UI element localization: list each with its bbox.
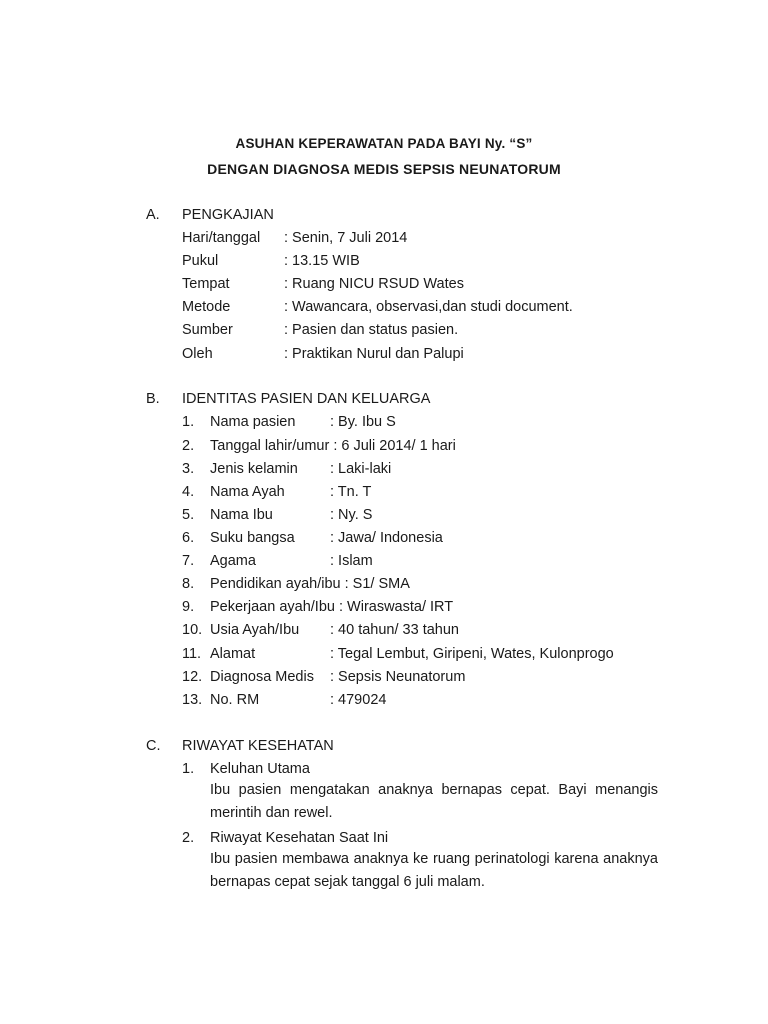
identity-item-number: 2. bbox=[182, 438, 195, 454]
assessment-label: Sumber bbox=[182, 322, 233, 338]
identity-item-value: : 40 tahun/ 33 tahun bbox=[330, 622, 459, 638]
history-item-label: Riwayat Kesehatan Saat Ini bbox=[210, 830, 389, 846]
section-c-letter: C. bbox=[146, 738, 161, 754]
identity-item-label: Agama bbox=[210, 553, 256, 569]
identity-item-number: 8. bbox=[182, 576, 195, 592]
identity-item-label: Tanggal lahir/umur : 6 Juli 2014/ 1 hari bbox=[210, 438, 456, 454]
history-item-text: Ibu pasien mengatakan anaknya bernapas cepat. Bayi menangis merintih dan rewel. bbox=[210, 782, 658, 821]
identity-item-value: : Sepsis Neunatorum bbox=[330, 669, 466, 685]
assessment-value: : Wawancara, observasi,dan studi document. bbox=[284, 299, 573, 315]
section-b-title: IDENTITAS PASIEN DAN KELUARGA bbox=[182, 391, 431, 407]
identity-item-number: 11. bbox=[182, 646, 202, 662]
assessment-label: Pukul bbox=[182, 253, 219, 269]
section-c-title: RIWAYAT KESEHATAN bbox=[182, 738, 334, 754]
identity-item-number: 12. bbox=[182, 669, 203, 685]
identity-item-label: Suku bangsa bbox=[210, 530, 295, 546]
assessment-value: : 13.15 WIB bbox=[284, 253, 360, 269]
identity-item-value: : Laki-laki bbox=[330, 461, 392, 477]
identity-item-label: Alamat bbox=[210, 646, 256, 662]
identity-item-label: Pekerjaan ayah/Ibu : Wiraswasta/ IRT bbox=[210, 599, 454, 615]
identity-item-value: : 479024 bbox=[330, 692, 387, 708]
identity-item-number: 7. bbox=[182, 553, 195, 569]
assessment-label: Tempat bbox=[182, 276, 230, 292]
identity-item-label: Jenis kelamin bbox=[210, 461, 298, 477]
identity-item-number: 4. bbox=[182, 484, 195, 500]
identity-item-number: 5. bbox=[182, 507, 195, 523]
identity-item-number: 1. bbox=[182, 414, 195, 430]
history-item-text: Ibu pasien membawa anaknya ke ruang perinatologi karena anaknya bernapas cepat sejak tanggal 6 juli malam. bbox=[210, 851, 658, 890]
assessment-label: Hari/tanggal bbox=[182, 230, 261, 246]
identity-item-number: 6. bbox=[182, 530, 195, 546]
document-title-line1: ASUHAN KEPERAWATAN PADA BAYI Ny. “S” bbox=[235, 136, 533, 151]
identity-item-label: Pendidikan ayah/ibu : S1/ SMA bbox=[210, 576, 410, 592]
history-item-label: Keluhan Utama bbox=[210, 761, 310, 777]
identity-item-number: 10. bbox=[182, 622, 203, 638]
identity-item-value: : Tn. T bbox=[330, 484, 372, 500]
assessment-label: Metode bbox=[182, 299, 231, 315]
section-b-letter: B. bbox=[146, 391, 160, 407]
document-title-line2: DENGAN DIAGNOSA MEDIS SEPSIS NEUNATORUM bbox=[207, 161, 561, 177]
identity-item-value: : By. Ibu S bbox=[330, 414, 396, 430]
identity-item-value: : Ny. S bbox=[330, 507, 373, 523]
identity-item-value: : Islam bbox=[330, 553, 373, 569]
assessment-value: : Senin, 7 Juli 2014 bbox=[284, 230, 408, 246]
history-item-number: 2. bbox=[182, 830, 195, 846]
identity-item-number: 13. bbox=[182, 692, 203, 708]
identity-item-number: 9. bbox=[182, 599, 195, 615]
history-item-number: 1. bbox=[182, 761, 195, 777]
identity-item-label: No. RM bbox=[210, 692, 260, 708]
identity-item-number: 3. bbox=[182, 461, 195, 477]
section-a-letter: A. bbox=[146, 207, 160, 223]
identity-item-label: Nama Ayah bbox=[210, 484, 285, 500]
assessment-label: Oleh bbox=[182, 346, 213, 362]
identity-item-label: Nama pasien bbox=[210, 414, 296, 430]
identity-item-value: : Tegal Lembut, Giripeni, Wates, Kulonprogo bbox=[330, 646, 614, 662]
section-a-title: PENGKAJIAN bbox=[182, 207, 274, 223]
identity-item-label: Usia Ayah/Ibu bbox=[210, 622, 300, 638]
assessment-value: : Pasien dan status pasien. bbox=[284, 322, 459, 338]
identity-item-value: : Jawa/ Indonesia bbox=[330, 530, 443, 546]
assessment-value: : Ruang NICU RSUD Wates bbox=[284, 276, 464, 292]
identity-item-label: Nama Ibu bbox=[210, 507, 273, 523]
assessment-value: : Praktikan Nurul dan Palupi bbox=[284, 346, 464, 362]
identity-item-label: Diagnosa Medis bbox=[210, 669, 314, 685]
